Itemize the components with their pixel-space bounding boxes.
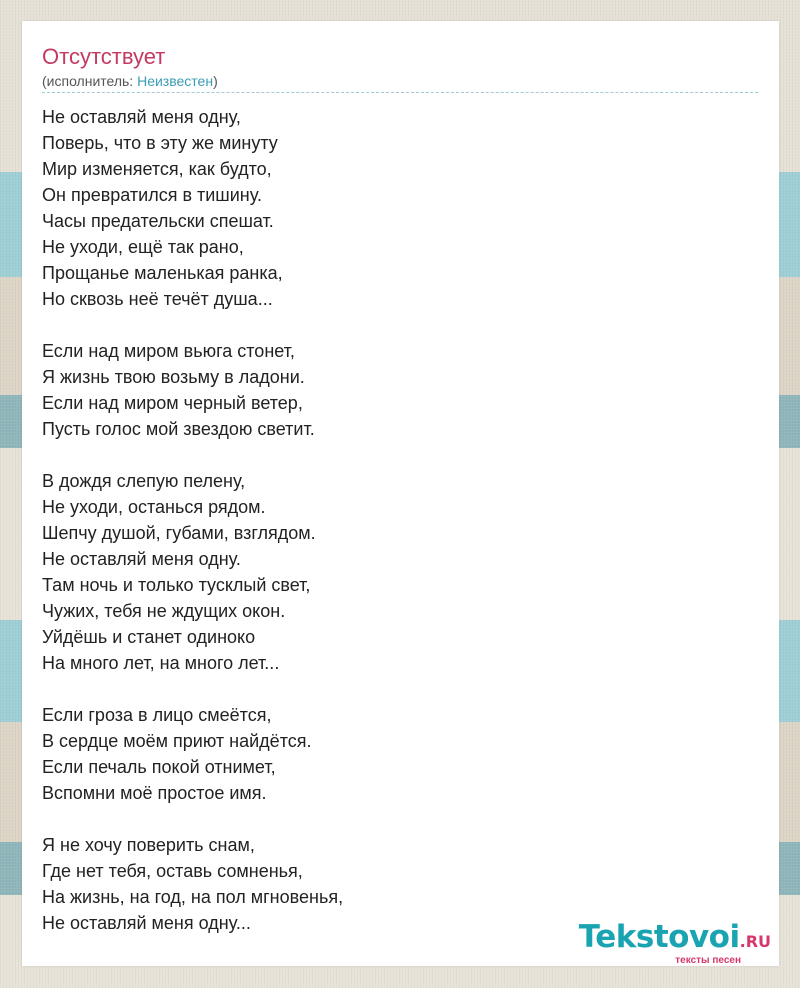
artist-line (42, 73, 758, 93)
lyric-line: Мир изменяется, как будто, (42, 159, 272, 179)
lyric-line: Не оставляй меня одну, (42, 107, 241, 127)
lyric-line: Уйдёшь и станет одиноко (42, 627, 256, 647)
lyric-line: В сердце моём приют найдётся. (42, 731, 312, 751)
lyric-line: Я жизнь твою возьму в ладони. (42, 367, 305, 387)
logo-tld: .RU (739, 932, 771, 951)
lyrics-text (42, 104, 343, 936)
lyric-line: Прощанье маленькая ранка, (42, 263, 283, 283)
lyric-line: Шепчу душой, губами, взглядом. (42, 523, 316, 543)
artist-link[interactable]: Неизвестен (137, 73, 214, 89)
lyric-line: Поверь, что в эту же минуту (42, 133, 278, 153)
artist-prefix: (исполнитель: (42, 73, 138, 89)
lyric-line: Если над миром вьюга стонет, (42, 341, 295, 361)
lyric-line: На много лет, на много лет... (42, 653, 280, 673)
stanza-break (42, 806, 343, 832)
logo-wordmark (579, 921, 771, 958)
lyric-line: Если над миром черный ветер, (42, 393, 303, 413)
lyric-line: Не оставляй меня одну... (42, 913, 251, 933)
lyric-line: Он превратился в тишину. (42, 185, 262, 205)
artist-suffix: ) (213, 73, 218, 89)
lyric-line: Вспомни моё простое имя. (42, 783, 267, 803)
lyric-line: В дождя слепую пелену, (42, 471, 246, 491)
stanza-break (42, 312, 343, 338)
logo-word: Tekstovoi (578, 919, 740, 955)
lyric-line: Пусть голос мой звездою светит. (42, 419, 315, 439)
lyric-line: На жизнь, на год, на пол мгновенья, (42, 887, 344, 907)
lyric-line: Не уходи, останься рядом. (42, 497, 266, 517)
song-title: Отсутствует (42, 44, 166, 69)
logo-tagline: тексты песен (675, 955, 741, 966)
lyric-line: Часы предательски спешат. (42, 211, 274, 231)
lyric-line: Не уходи, ещё так рано, (42, 237, 244, 257)
site-logo[interactable] (579, 921, 771, 966)
lyrics-card (22, 21, 779, 966)
lyric-line: Не оставляй меня одну. (42, 549, 241, 569)
stanza-break (42, 442, 343, 468)
lyric-line: Если печаль покой отнимет, (42, 757, 276, 777)
lyric-line: Если гроза в лицо смеётся, (42, 705, 272, 725)
lyric-line: Чужих, тебя не ждущих окон. (42, 601, 286, 621)
lyric-line: Там ночь и только тусклый свет, (42, 575, 311, 595)
lyric-line: Но сквозь неё течёт душа... (42, 289, 273, 309)
stanza-break (42, 676, 343, 702)
lyric-line: Где нет тебя, оставь сомненья, (42, 861, 303, 881)
lyric-line: Я не хочу поверить снам, (42, 835, 255, 855)
